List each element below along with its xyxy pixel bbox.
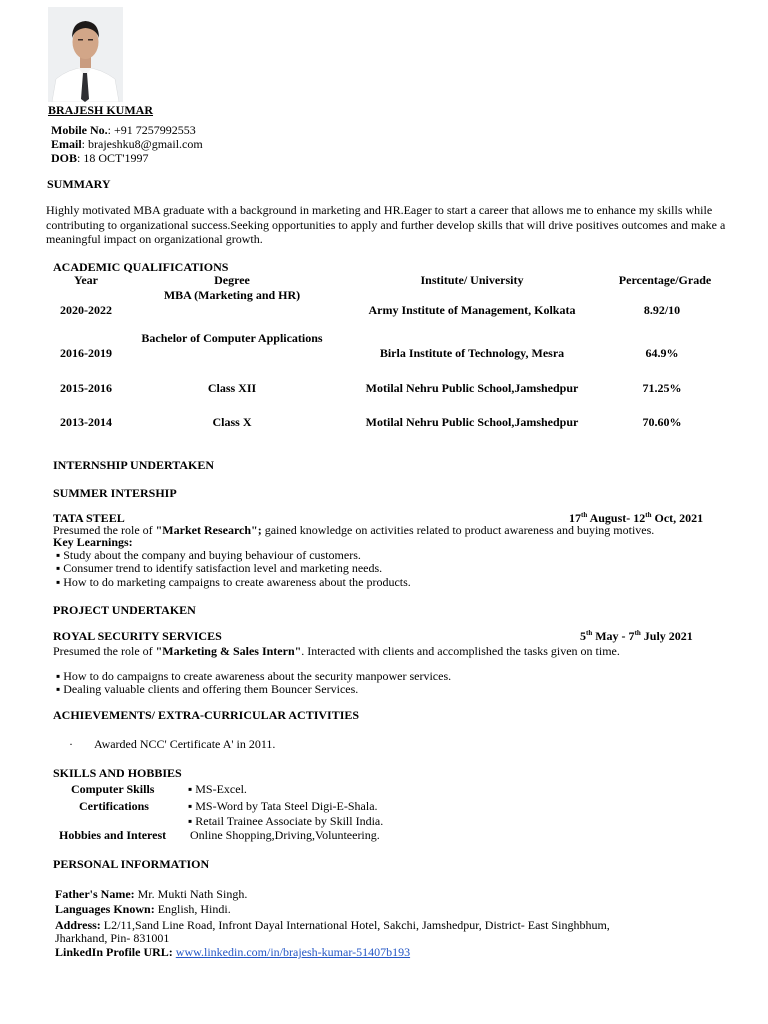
date-day: 17 <box>569 511 581 525</box>
email-label: Email <box>51 137 82 151</box>
profile-photo <box>48 7 123 102</box>
row-institute: Army Institute of Management, Kolkata <box>368 303 576 317</box>
address-line <box>55 918 610 932</box>
list-item: ▪ Consumer trend to identify satisfaction level and marketing needs. <box>56 561 383 575</box>
row-institute: Motilal Nehru Public School,Jamshedpur <box>365 415 579 429</box>
certification-item: ▪ Retail Trainee Associate by Skill India. <box>188 814 384 828</box>
hobbies-label: Hobbies and Interest <box>59 828 167 842</box>
portrait-image <box>48 7 123 102</box>
mobile-value: : +91 7257992553 <box>107 123 196 137</box>
col-grade: Percentage/Grade <box>618 273 712 287</box>
bullet-marker: · <box>69 737 73 751</box>
list-item: ▪ How to do marketing campaigns to create awareness about the products. <box>56 575 411 589</box>
computer-skills-label: Computer Skills <box>71 782 155 796</box>
row-degree: MBA (Marketing and HR) <box>163 288 301 302</box>
col-degree: Degree <box>214 273 250 287</box>
row-year: 2013-2014 <box>60 415 112 429</box>
address-value: L2/11,Sand Line Road, Infront Dayal International Hotel, Sakchi, Jamshedpur, District- East Singhbhum, <box>100 918 610 932</box>
certifications-label: Certifications <box>79 799 149 813</box>
address-label: Address: <box>55 918 101 932</box>
father-name-line <box>55 887 247 901</box>
date-month: August- 12 <box>587 511 646 525</box>
project-company: ROYAL SECURITY SERVICES <box>53 629 222 643</box>
dob-label: DOB <box>51 151 78 165</box>
skills-heading: SKILLS AND HOBBIES <box>53 766 182 780</box>
role-desc: gained knowledge on activities related to product awareness and buying motives. <box>261 523 655 537</box>
date-suffix: th <box>645 511 652 519</box>
certification-item: ▪ MS-Word by Tata Steel Digi-E-Shala. <box>188 799 378 813</box>
mobile-line <box>51 123 196 137</box>
row-institute: Motilal Nehru Public School,Jamshedpur <box>365 381 579 395</box>
role-title: "Marketing & Sales Intern" <box>155 644 302 658</box>
address-line-2: Jharkhand, Pin- 831001 <box>55 931 170 945</box>
list-item: Awarded NCC' Certificate A' in 2011. <box>94 737 276 751</box>
date-month: Oct, 2021 <box>651 511 704 525</box>
computer-skills-value: ▪ MS-Excel. <box>188 782 247 796</box>
summary-heading: SUMMARY <box>47 177 111 191</box>
hobbies-value: Online Shopping,Driving,Volunteering. <box>190 828 380 842</box>
dob-value: : 18 OCT'1997 <box>77 151 149 165</box>
candidate-name: BRAJESH KUMAR <box>48 103 154 117</box>
role-desc: . Interacted with clients and accomplished the tasks given on time. <box>301 644 620 658</box>
date-suffix: th <box>634 629 641 637</box>
role-title: "Market Research"; <box>155 523 262 537</box>
list-item: ▪ How to do campaigns to create awareness about the security manpower services. <box>56 669 452 683</box>
date-month: July 2021 <box>640 629 693 643</box>
row-institute: Birla Institute of Technology, Mesra <box>379 346 565 360</box>
languages-line <box>55 902 231 916</box>
internship-company: TATA STEEL <box>53 511 125 525</box>
role-prefix: Presumed the role of <box>53 644 156 658</box>
father-value: Mr. Mukti Nath Singh. <box>134 887 248 901</box>
linkedin-link[interactable]: www.linkedin.com/in/brajesh-kumar-51407b193 <box>175 945 411 959</box>
role-prefix: Presumed the role of <box>53 523 156 537</box>
summary-text: Highly motivated MBA graduate with a background in marketing and HR.Eager to start a career that allows me to enhance my skills while contributing to organizational success.Seeking opportunities to apply and further develop skills that will drive positives outcomes and make a meaningful impact on organizational growth. <box>46 203 726 246</box>
row-grade: 64.9% <box>645 346 679 360</box>
internship-heading: INTERNSHIP UNDERTAKEN <box>53 458 215 472</box>
languages-label: Languages Known: <box>55 902 155 916</box>
date-suffix: th <box>581 511 588 519</box>
row-year: 2016-2019 <box>60 346 112 360</box>
col-year: Year <box>74 273 98 287</box>
list-item: ▪ Dealing valuable clients and offering them Bouncer Services. <box>56 682 359 696</box>
email-line <box>51 137 203 151</box>
row-degree: Class XII <box>207 381 257 395</box>
row-degree: Bachelor of Computer Applications <box>141 331 323 345</box>
project-role <box>53 644 620 658</box>
achievements-heading: ACHIEVEMENTS/ EXTRA-CURRICULAR ACTIVITIES <box>53 708 360 722</box>
date-day: 5 <box>580 629 586 643</box>
internship-role <box>53 523 654 537</box>
list-item: ▪ Study about the company and buying behaviour of customers. <box>56 548 361 562</box>
row-year: 2015-2016 <box>60 381 112 395</box>
languages-value: English, Hindi. <box>154 902 231 916</box>
date-suffix: th <box>586 629 593 637</box>
linkedin-line <box>55 945 410 959</box>
mobile-label: Mobile No. <box>51 123 108 137</box>
row-year: 2020-2022 <box>60 303 112 317</box>
date-month: May - 7 <box>592 629 635 643</box>
col-institute: Institute/ University <box>420 273 524 287</box>
dob-line <box>51 151 149 165</box>
email-value: : brajeshku8@gmail.com <box>81 137 203 151</box>
project-dates <box>580 629 693 643</box>
project-heading: PROJECT UNDERTAKEN <box>53 603 196 617</box>
summer-internship-heading: SUMMER INTERSHIP <box>53 486 177 500</box>
linkedin-label: LinkedIn Profile URL: <box>55 945 173 959</box>
personal-heading: PERSONAL INFORMATION <box>53 857 210 871</box>
row-grade: 71.25% <box>642 381 682 395</box>
row-degree: Class X <box>212 415 252 429</box>
key-learnings-heading: Key Learnings: <box>53 535 133 549</box>
father-label: Father's Name: <box>55 887 135 901</box>
row-grade: 8.92/10 <box>643 303 681 317</box>
row-grade: 70.60% <box>642 415 682 429</box>
academics-heading: ACADEMIC QUALIFICATIONS <box>53 260 229 274</box>
